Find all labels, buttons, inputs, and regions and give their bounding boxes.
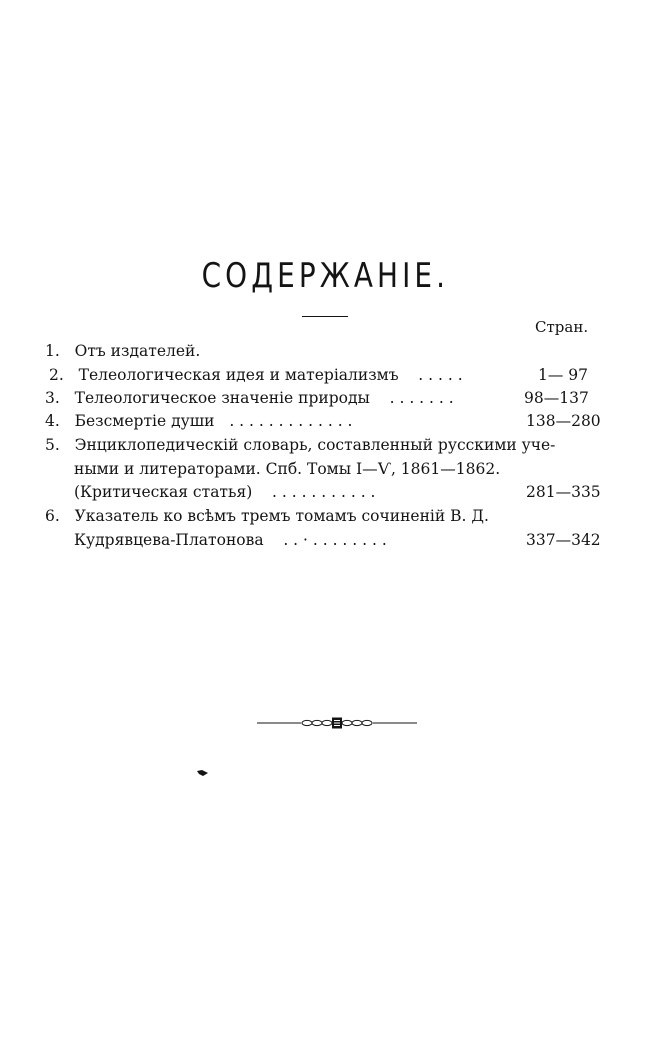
entry-title: Безсмертіе души xyxy=(74,412,215,430)
toc-entry-2 xyxy=(49,366,463,384)
entry-pages: 98—137 xyxy=(524,389,589,407)
toc-entry-6 xyxy=(45,507,489,525)
title-rule xyxy=(302,316,348,317)
entry-number: 5. xyxy=(45,436,60,454)
entry-pages: 337—342 xyxy=(526,531,601,549)
entry-title-line-2: ными и литераторами. Спб. Томы I—Ѵ, 1861—1862. xyxy=(74,460,501,478)
entry-number: 4. xyxy=(45,412,60,430)
dot-leader: . . . . . xyxy=(418,366,463,384)
entry-title: Телеологическое значеніе природы xyxy=(74,389,370,407)
dot-leader: . . . . . . . . . . . xyxy=(272,483,376,501)
entry-pages: 138—280 xyxy=(526,412,601,430)
entry-number: 1. xyxy=(45,342,60,360)
toc-entry-5 xyxy=(45,436,555,454)
toc-entry-4 xyxy=(45,412,353,430)
entry-pages: 281—335 xyxy=(526,483,601,501)
entry-number: 3. xyxy=(45,389,60,407)
dot-leader: . . . . . . . xyxy=(389,389,454,407)
toc-entry-3 xyxy=(45,389,454,407)
entry-title: Телеологическая идея и матеріализмъ xyxy=(78,366,399,384)
toc-entry-6-last-line xyxy=(74,531,387,549)
entry-title-line-3: (Критическая статья) xyxy=(74,483,253,501)
dot-leader: . . . . . . . . . . . . . xyxy=(229,412,353,430)
toc-entry-5-last-line xyxy=(74,483,375,501)
pages-column-header: Стран. xyxy=(535,318,589,336)
dot-leader: . . · . . . . . . . . xyxy=(283,531,387,549)
ink-speck-icon xyxy=(196,768,210,778)
fleuron-ornament-icon xyxy=(257,716,417,730)
entry-title-line-1: Указатель ко всѣмъ тремъ томамъ сочиненій В. Д. xyxy=(74,507,489,525)
entry-title-line-1: Энциклопедическій словарь, составленный русскими уче- xyxy=(74,436,556,454)
entry-title-line-2: Кудрявцева-Платонова xyxy=(74,531,264,549)
entry-pages: 1— 97 xyxy=(538,366,589,384)
entry-title: Отъ издателей. xyxy=(74,342,201,360)
toc-entry-1 xyxy=(45,342,200,360)
entry-number: 2. xyxy=(49,366,64,384)
entry-number: 6. xyxy=(45,507,60,525)
page-title: СОДЕРЖАНІЕ. xyxy=(201,256,450,296)
